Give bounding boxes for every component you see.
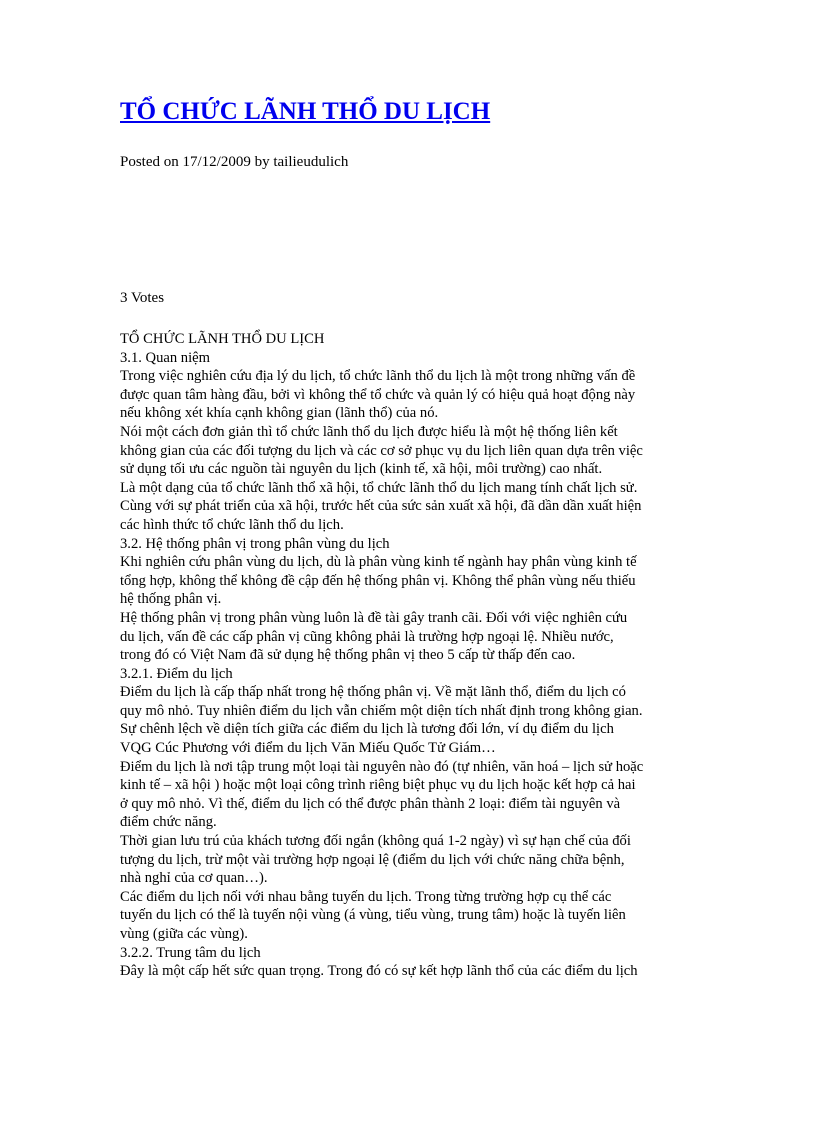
text-line: kinh tế – xã hội ) hoặc một loại công trình riêng biệt phục vụ du lịch hoặc kết hợp cả hai	[120, 777, 636, 794]
text-line: Là một dạng của tổ chức lãnh thổ xã hội, tổ chức lãnh thổ du lịch mang tính chất lịch sử.	[120, 479, 638, 496]
text-line: Điểm du lịch là nơi tập trung một loại tài nguyên nào đó (tự nhiên, văn hoá – lịch sử hoặc	[120, 758, 644, 775]
text-line: du lịch, vấn đề các cấp phân vị cũng không phải là trường hợp ngoại lệ. Nhiều nước,	[120, 628, 614, 645]
text-line: 3.2.1. Điểm du lịch	[120, 665, 233, 682]
post-title-link[interactable]: TỔ CHỨC LÃNH THỔ DU LỊCH	[120, 98, 491, 125]
text-line: tượng du lịch, trừ một vài trường hợp ngoại lệ (điểm du lịch với chức năng chữa bệnh,	[120, 851, 625, 868]
article-body	[120, 330, 700, 981]
post-meta: Posted on 17/12/2009 by tailieudulich	[120, 154, 349, 170]
text-line: được quan tâm hàng đầu, bởi vì không thể tổ chức và quản lý có hiệu quả hoạt động này	[120, 386, 636, 403]
text-line: Điểm du lịch là cấp thấp nhất trong hệ thống phân vị. Về mặt lãnh thổ, điểm du lịch có	[120, 684, 626, 701]
text-line: Sự chênh lệch về diện tích giữa các điểm du lịch là tương đối lớn, ví dụ điểm du lịch	[120, 721, 614, 738]
text-line: TỔ CHỨC LÃNH THỔ DU LỊCH	[120, 331, 325, 347]
text-line: trong đó có Việt Nam đã sử dụng hệ thống phân vị theo 5 cấp từ thấp đến cao.	[120, 647, 576, 664]
text-line: điểm chức năng.	[120, 814, 217, 831]
text-line: 3.2. Hệ thống phân vị trong phân vùng du lịch	[120, 535, 390, 552]
text-line: Khi nghiên cứu phân vùng du lịch, dù là phân vùng kinh tế ngành hay phân vùng kinh tế	[120, 554, 637, 571]
text-line: nếu không xét khía cạnh không gian (lãnh thổ) của nó.	[120, 405, 439, 422]
text-line: Đây là một cấp hết sức quan trọng. Trong đó có sự kết hợp lãnh thổ của các điểm du lịch	[120, 963, 638, 980]
text-line: các hình thức tổ chức lãnh thổ du lịch.	[120, 516, 344, 533]
text-line: tuyến du lịch có thể là tuyến nội vùng (á vùng, tiểu vùng, trung tâm) hoặc là tuyến liên	[120, 907, 626, 924]
text-line: ở quy mô nhỏ. Vì thế, điểm du lịch có thể được phân thành 2 loại: điểm tài nguyên và	[120, 795, 621, 812]
text-line: 3.2.2. Trung tâm du lịch	[120, 944, 261, 961]
text-line: Hệ thống phân vị trong phân vùng luôn là đề tài gây tranh cãi. Đối với việc nghiên cứu	[120, 609, 628, 626]
text-line: Cùng với sự phát triển của xã hội, trước hết của sức sản xuất xã hội, đã dần dần xuất hiện	[120, 498, 642, 515]
text-line: quy mô nhỏ. Tuy nhiên điểm du lịch vẫn chiếm một diện tích nhất định trong không gian.	[120, 702, 643, 719]
text-line: hệ thống phân vị.	[120, 591, 222, 608]
text-line: Các điểm du lịch nối với nhau bằng tuyến du lịch. Trong từng trường hợp cụ thể các	[120, 888, 612, 905]
text-line: Nói một cách đơn giản thì tổ chức lãnh thổ du lịch được hiểu là một hệ thống liên kết	[120, 423, 618, 440]
text-line: vùng (giữa các vùng).	[120, 926, 248, 942]
votes-count: 3 Votes	[120, 290, 165, 306]
text-line: VQG Cúc Phương với điểm du lịch Văn Miếu Quốc Tử Giám…	[120, 740, 496, 757]
text-line: nhà nghỉ của cơ quan…).	[120, 870, 268, 887]
text-line: Trong việc nghiên cứu địa lý du lịch, tổ chức lãnh thổ du lịch là một trong những vấn đề	[120, 368, 636, 385]
text-line: Thời gian lưu trú của khách tương đối ngắn (không quá 1-2 ngày) vì sự hạn chế của đối	[120, 833, 631, 850]
text-line: không gian của các đối tượng du lịch và các cơ sở phục vụ du lịch liên quan dựa trên việc	[120, 442, 643, 459]
text-line: sử dụng tối ưu các nguồn tài nguyên du lịch (kinh tế, xã hội, môi trường) cao nhất.	[120, 461, 603, 478]
text-line: 3.1. Quan niệm	[120, 349, 210, 366]
text-line: tổng hợp, không thể không đề cập đến hệ thống phân vị. Không thể phân vùng nếu thiếu	[120, 572, 636, 589]
